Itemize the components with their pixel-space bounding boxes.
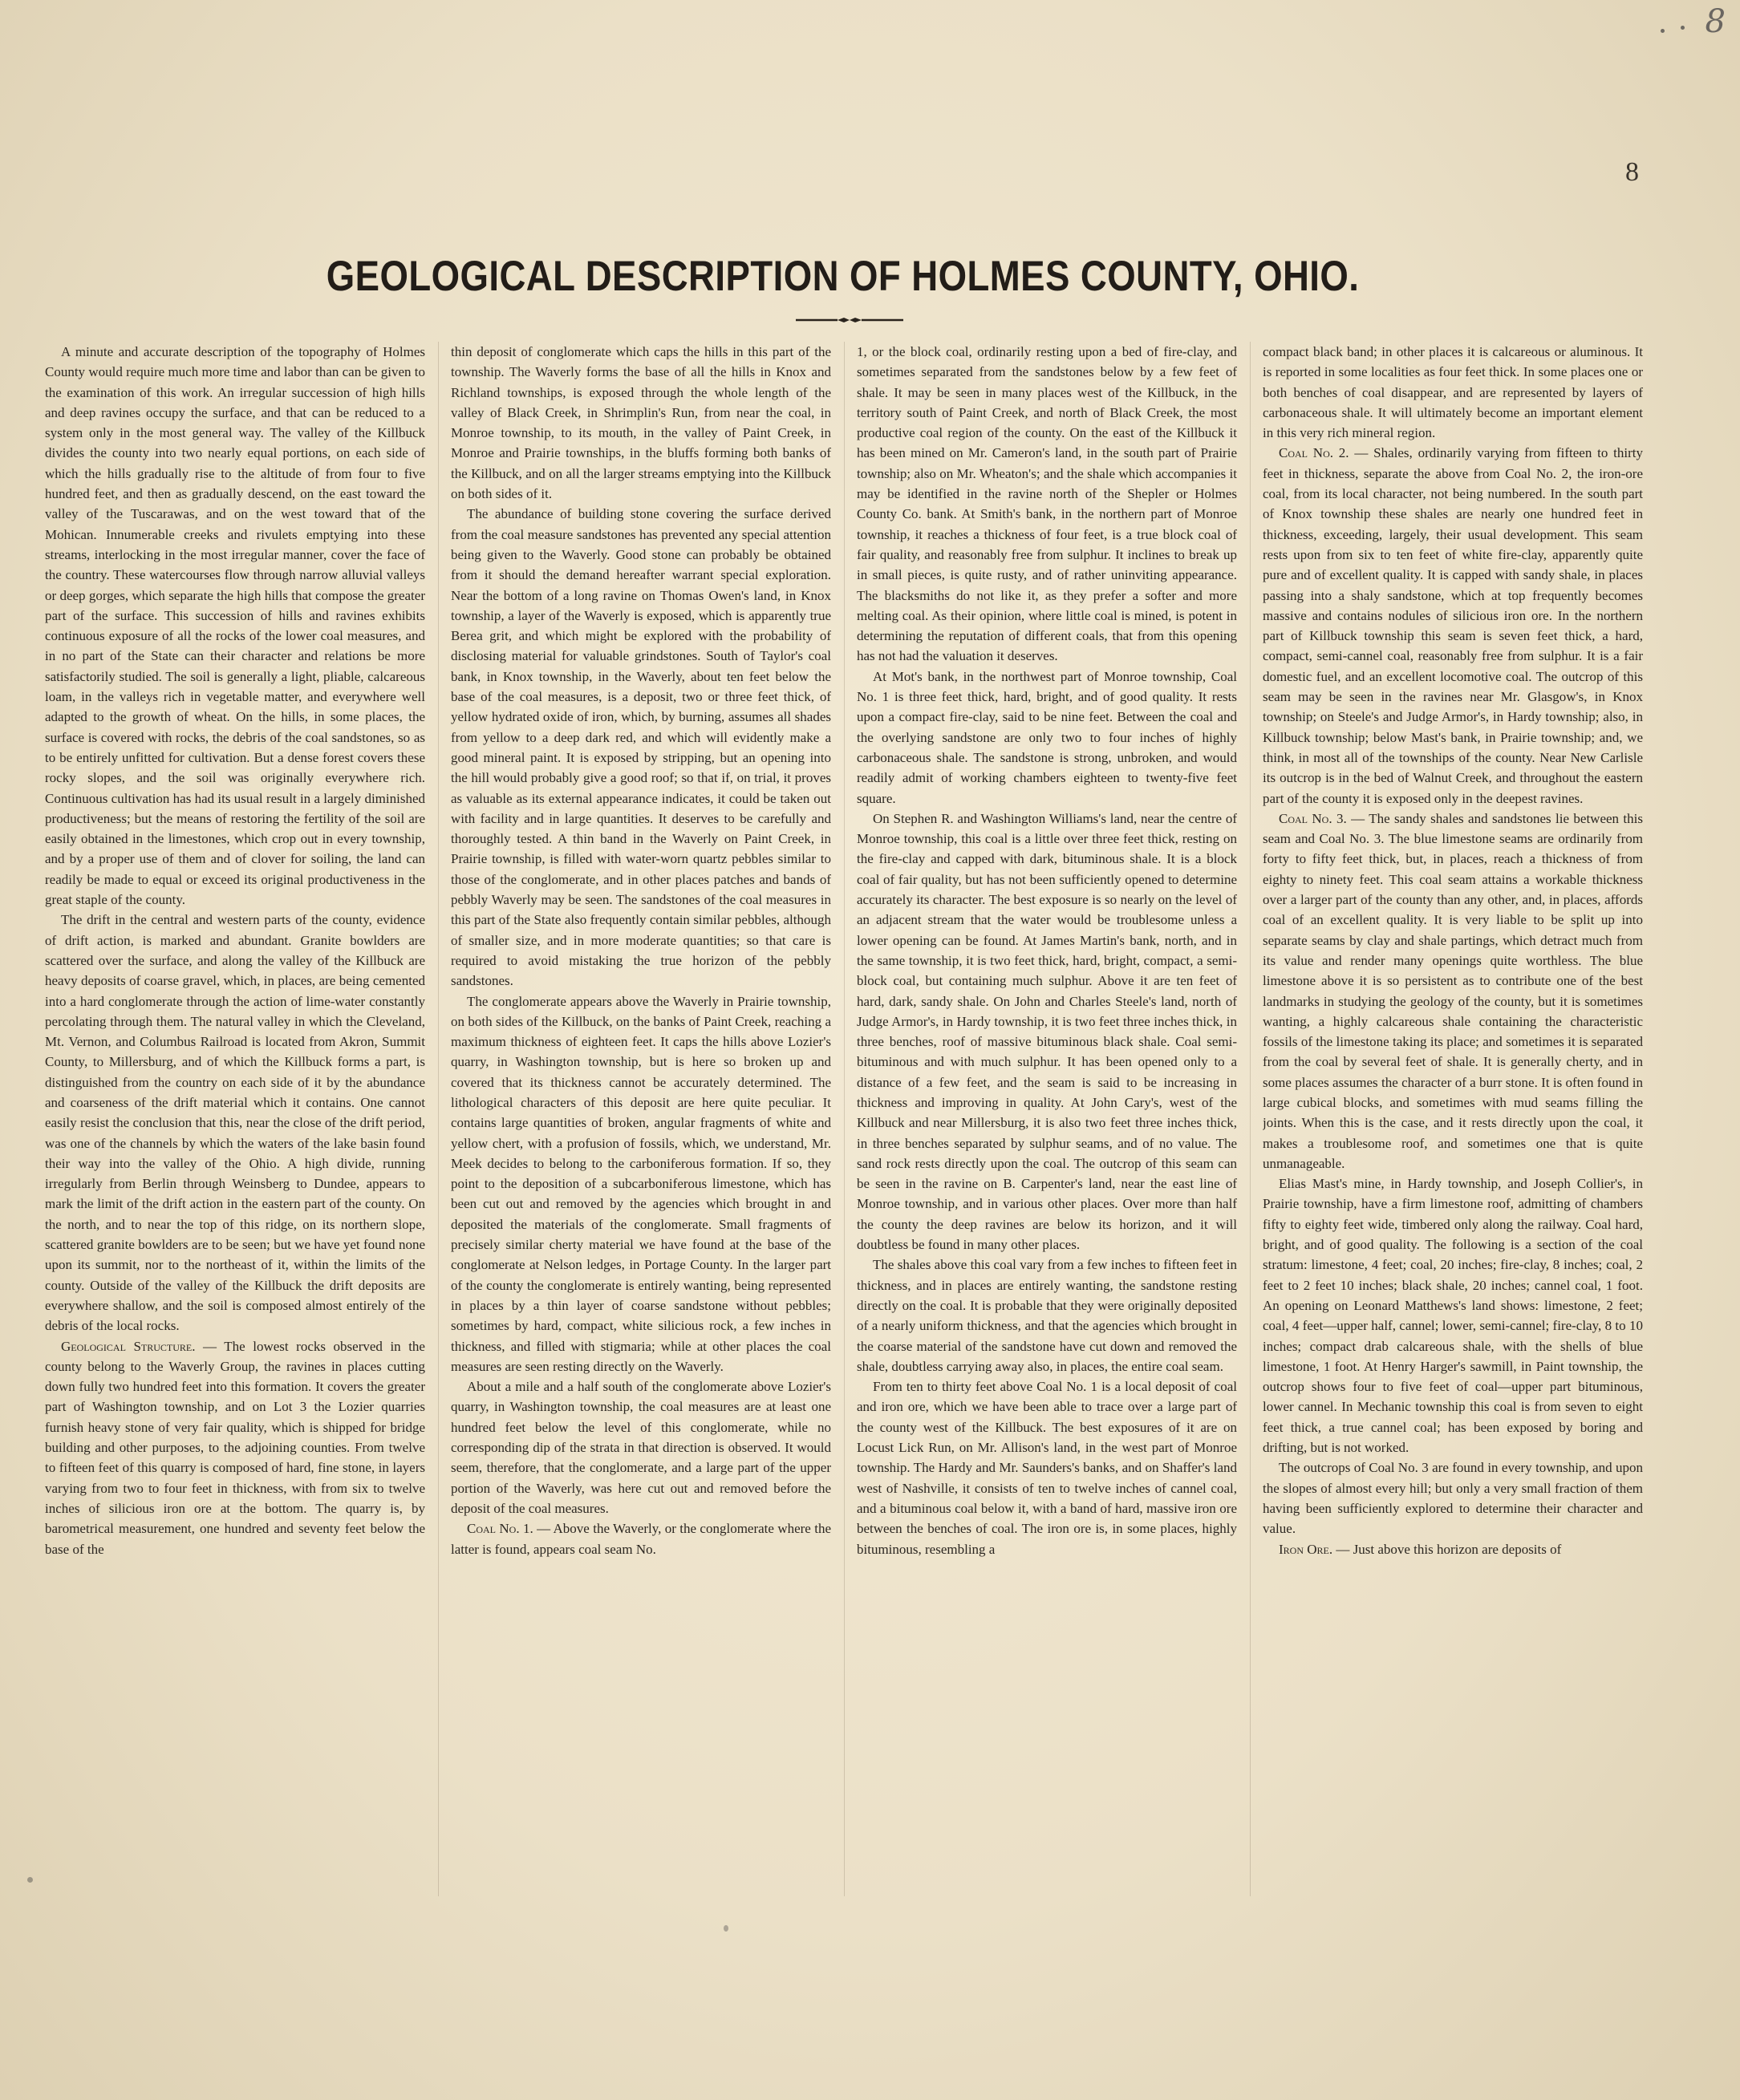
text-column-4 [1263,342,1643,1896]
text-column-2 [451,342,831,1896]
paragraph [451,504,831,991]
speck-dot [1681,26,1685,30]
paragraph [857,1255,1237,1376]
paragraph-text: — The sandy shales and sandstones lie between this seam and Coal No. 3. The blue limestone seams are ordinarily from forty to fifty feet thick, but, in places, reach a thickness of from eighty to ninety feet. This coal seam attains a workable thickness over a larger part of the county than any other, and, in places, affords coal of an excellent quality. It is very liable to be split up into separate seams by clay and shale partings, which detract much from its value and render many openings quite worthless. The blue limestone above it is so persistent as to contribute one of the best landmarks in studying the geology of the county, but it is sometimes wanting, a highly calcareous shale containing the characteristic fossils of the limestone taking its place; and sometimes it is separated from the coal by several feet of shale. It is generally cherty, and in some places assumes the character of a burr stone. It is often found in large cubical blocks, and sometimes with mud seams filling the joints. When this is the case, and it rests directly upon the coal, it makes a troublesome roof, and sometimes one that is quite unmanageable. [1263,810,1643,1171]
paragraph-text: — The lowest rocks observed in the county belong to the Waverly Group, the ravines in places cutting down fully two hundred feet into this formation. It covers the greater part of Washington township, and on Lot 3 the Lozier quarries furnish heavy stone of very fair quality, which is shipped for bridge building and other purposes, to the adjoining counties. From twelve to fifteen feet of this quarry is composed of hard, fine stone, in layers varying from two to four feet in thickness, with from six to twelve inches of silicious iron ore at the bottom. The quarry is, by barometrical measurement, one hundred and seventy feet below the base of the [45,1338,425,1557]
paragraph [857,1376,1237,1559]
paragraph [857,667,1237,809]
section-heading: Geological Structure. [61,1338,196,1354]
speck-dot [1661,29,1665,33]
speck-dot [27,1877,33,1883]
speck-dot [724,1925,728,1932]
paragraph-text: compact black band; in other places it is calcareous or aluminous. It is reported in some localities as four feet thick. In some places one or both benches of coal disappear, and are represented by layers of carbonaceous shale. It will ultimately become an important element in this very rich mineral region. [1263,344,1643,441]
corner-pencil-mark: 8 [1705,3,1726,40]
paragraph-text: — Just above this horizon are deposits of [1332,1541,1562,1557]
paragraph-text: The drift in the central and western parts of the county, evidence of drift action, is marked and abundant. Granite bowlders are scattered over the surface, and along the valley of the Killbuck are heavy deposits of coarse gravel, which, in places, are being cemented into a hard conglomerate through the action of lime-water constantly percolating through them. The natural valley in which the Cleveland, Mt. Vernon, and Columbus Railroad is located from Akron, Summit County, to Millersburg, and of which the Killbuck forms a part, is distinguished from the country on each side of it by the abundance and coarseness of the drift material which it contains. One cannot easily resist the conclusion that this, near the close of the drift period, was one of the channels by which the waters of the lake basin found their way into the valley of the Ohio. A high divide, running irregularly from Berlin through Weinsberg to Dundee, appears to mark the limit of the drift action in the eastern part of the county. On the north, and to near the top of this ridge, on its northern slope, scattered granite bowlders are to be seen; but we have yet found none upon its summit, nor to the northeast of it, within the limits of the county. Outside of the valley of the Killbuck the drift deposits are everywhere shallow, and the soil is composed almost entirely of the debris of the local rocks. [45,912,425,1334]
paragraph-text: thin deposit of conglomerate which caps the hills in this part of the township. The Waverly forms the base of all the hills in Knox and Richland townships, is exposed through the whole length of the valley of Black Creek, in Shrimplin's Run, from near the coal, in Monroe township, to its mouth, in the valley of Paint Creek, in Monroe and Prairie townships, in the bluffs forming both banks of the Killbuck, and on all the larger streams emptying into the Killbuck on both sides of it. [451,344,831,502]
text-column-1 [45,342,425,1896]
article-body [45,342,1643,1896]
paragraph-text: About a mile and a half south of the conglomerate above Lozier's quarry, in Washington township, the coal measures are at least one hundred feet below the level of this conglomerate, while no corresponding dip of the strata in that direction is observed. It would seem, therefore, that the conglomerate, and a large part of the upper portion of the Waverly, was here cut out and removed before the deposit of the coal measures. [451,1379,831,1516]
paragraph-text: — Shales, ordinarily varying from fifteen to thirty feet in thickness, separate the above from Coal No. 2, the iron-ore coal, from its local character, not being numbered. In the south part of Knox township these shales are nearly one hundred feet in thickness, exceeding, largely, their usual development. This seam rests upon from six to ten feet of white fire-clay, apparently quite pure and of excellent quality. It is capped with sandy shale, in places passing into a shaly sandstone, which at top frequently becomes massive and contains nodules of silicious iron ore. In the northern part of Killbuck township this seam is seven feet thick, a hard, compact, semi-cannel coal, reasonably free from sulphur. It is a fair domestic fuel, and an excellent locomotive coal. The outcrop of this seam may be seen in the ravines near Mr. Glasgow's, in Knox township; on Steele's and Judge Armor's, in Hardy township; also, in Killbuck township; below Mast's bank, in Prairie township; and, we think, in most all of the townships of the county. Near New Carlisle its outcrop is in the bed of Walnut Creek, and throughout the eastern part of the county it is exposed only in the deepest ravines. [1263,445,1643,806]
paragraph [451,342,831,504]
paragraph-text: The outcrops of Coal No. 3 are found in every township, and upon the slopes of almost every hill; but only a very small fraction of them having been sufficiently explored to determine their character and value. [1263,1460,1643,1537]
page-number: 8 [1625,157,1639,187]
column-divider [438,342,439,1896]
section-heading: Coal No. 2. [1279,445,1349,461]
paragraph [1263,1174,1643,1457]
paragraph-text: The shales above this coal vary from a few inches to fifteen feet in thickness, and in places are entirely wanting, the sandstone resting directly on the coal. It is probable that they were originally deposited of a nearly uniform thickness, and that the agencies which brought in the coarse material of the sandstone have cut down and removed the shale, doubtless carrying away also, in places, the entire coal seam. [857,1257,1237,1374]
paragraph-text: — Above the Waverly, or the conglomerate where the latter is found, appears coal seam No. [451,1521,831,1557]
paragraph-text: 1, or the block coal, ordinarily resting upon a bed of fire-clay, and sometimes separated from the sandstones below by a few feet of shale. It may be seen in many places west of the Killbuck, in the territory south of Paint Creek, and north of Black Creek, the most productive coal region of the county. On the east of the Killbuck it has been mined on Mr. Cameron's land, in the south part of Prairie township; also on Mr. Wheaton's; and the shale which accompanies it may be identified in the ravine north of the Shepler or Holmes County Co. bank. At Smith's bank, in the northern part of Monroe township, it reaches a thickness of four feet, is a true block coal of fair quality, and reasonably free from sulphur. It inclines to break up in small pieces, is quite rusty, and of rather uninviting appearance. The blacksmiths do not like it, as they prefer a softer and more melting coal. As their opinion, where little coal is mined, is potent in determining the reputation of different coals, that from this opening has not had the valuation it deserves. [857,344,1237,664]
paragraph [451,1518,831,1559]
paragraph [45,910,425,1336]
paragraph-text: Elias Mast's mine, in Hardy township, and Joseph Collier's, in Prairie township, have a firm limestone roof, admitting of chambers fifty to eighty feet wide, timbered only along the railway. Coal hard, bright, and of good quality. The following is a section of the coal stratum: limestone, 4 feet; coal, 20 inches; fire-clay, 8 inches; coal, 2 feet to 2 feet 10 inches; black shale, 20 inches; cannel coal, 1 foot. An opening on Leonard Matthews's land shows: limestone, 2 feet; coal, 4 feet—upper half, cannel; lower, semi-cannel; fire-clay, 8 to 10 inches; compact drab calcareous shale, with the shells of blue limestone, 1 foot. At Henry Harger's sawmill, in Paint township, the outcrop shows four to five feet of coal—upper part bituminous, lower cannel. In Mechanic township this coal is from seven to eight feet thick, a true cannel coal; has been exposed by boring and drifting, but is not worked. [1263,1176,1643,1456]
paragraph-text: The conglomerate appears above the Waverly in Prairie township, on both sides of the Killbuck, on the banks of Paint Creek, reaching a maximum thickness of eighteen feet. It caps the hills above Lozier's quarry, in Washington township, but is here so broken up and covered that its thickness cannot be accurately determined. The lithological characters of this deposit are here quite peculiar. It contains large quantities of broken, angular fragments of white and yellow chert, with a profusion of fossils, which, we understand, Mr. Meek decides to belong to the carboniferous formation. If so, they point to the deposition of a subcarboniferous limestone, which has been cut out and removed by the agencies which brought in and deposited the materials of the conglomerate. Small fragments of precisely similar cherty material we have found at the base of the conglomerate at Nelson ledges, in Portage County. In the larger part of the county the conglomerate is entirely wanting, being represented in places by a thin layer of coarse sandstone without pebbles; sometimes by hard, compact, white silicious rock, a few inches in thickness, and filled with stigmaria; while at other places the coal measures are seen resting directly on the Waverly. [451,993,831,1374]
paragraph [857,809,1237,1255]
column-divider [1250,342,1251,1896]
paragraph [451,991,831,1377]
paragraph [857,342,1237,667]
paragraph-text: At Mot's bank, in the northwest part of Monroe township, Coal No. 1 is three feet thick, hard, bright, and of good quality. It rests upon a compact fire-clay, said to be nine feet. Between the coal and the overlying sandstone are only two to four inches of highly carbonaceous shale. The sandstone is strong, unbroken, and would readily admit of working chambers eighteen to twenty-five feet square. [857,668,1237,806]
section-heading: Coal No. 1. [467,1521,533,1537]
ornamental-rule [796,316,903,324]
paragraph [45,1336,425,1559]
paragraph [451,1376,831,1518]
section-heading: Coal No. 3. [1279,810,1347,826]
paragraph [1263,809,1643,1174]
paragraph [1263,342,1643,443]
paragraph [1263,1539,1643,1559]
paragraph [1263,1457,1643,1539]
paragraph-text: A minute and accurate description of the topography of Holmes County would require much more time and labor than can be given to the examination of this work. An irregular succession of high hills and deep ravines occupy the surface, and that can be reduced to a system only in the most general way. The valley of the Killbuck divides the county into two nearly equal portions, on each side of which the hills gradually rise to the altitude of from four to five hundred feet, and then as gradually descend, on the east toward the valley of the Tuscarawas, and on the west toward that of the Mohican. Innumerable creeks and rivulets emptying into these streams, interlocking in the most irregular manner, cover the face of the country. These watercourses flow through narrow alluvial valleys or deep gorges, which separate the high hills that compose the greater part of the surface. This succession of hills and ravines exhibits continuous exposure of all the rocks of the lower coal measures, and in no part of the State can their character and relations be more satisfactorily studied. The soil is generally a light, pliable, calcareous loam, in the valleys rich in vegetable matter, and everywhere well adapted to the growth of wheat. On the hills, in some places, the surface is covered with rocks, the debris of the coal sandstones, so as to be entirely unfitted for cultivation. But a dense forest covers these rocky slopes, and the soil was originally everywhere rich. Continuous cultivation has had its usual result in a largely diminished productiveness; but the means of restoring the fertility of the soil are easily obtained in the limestones, which crop out in every township, and by a proper use of them and of clover for soiling, the land can readily be made to equal or exceed its original productiveness in the great staple of the county. [45,344,425,908]
paragraph-text: From ten to thirty feet above Coal No. 1 is a local deposit of coal and iron ore, which we have been able to trace over a large part of the county west of the Killbuck. The best exposures of it are on Locust Lick Run, on Mr. Allison's land, in the west part of Monroe township. The Hardy and Mr. Saunders's banks, and on Shaffer's land west of Nashville, it consists of ten to twelve inches of cannel coal, and a bituminous coal below it, with a band of hard, massive iron ore between the benches of coal. The iron ore is, in some places, highly bituminous, resembling a [857,1379,1237,1557]
column-divider [844,342,845,1896]
text-column-3 [857,342,1237,1896]
page-title: GEOLOGICAL DESCRIPTION OF HOLMES COUNTY, OHIO. [326,253,1360,300]
section-heading: Iron Ore. [1279,1541,1333,1557]
paragraph-text: On Stephen R. and Washington Williams's land, near the centre of Monroe township, this coal is a little over three feet thick, resting on the fire-clay and capped with dark, bituminous shale. It is a block coal of fair quality, but has not been sufficiently opened to determine accurately its character. The best exposure is so nearly on the level of an adjacent stream that the water would be troublesome unless a lower opening can be found. At James Martin's bank, north, and in the same township, it is two feet thick, hard, bright, compact, a semi-block coal, but containing much sulphur. Above it are ten feet of hard, dark, sandy shale. On John and Charles Steele's land, north of Judge Armor's, in Hardy township, it is two feet three inches thick, in three benches, roof of massive bituminous black shale. Coal semi-bituminous and with much sulphur. It has been opened only to a distance of a few feet, and the seam is said to be increasing in thickness and improving in quality. At John Cary's, west of the Killbuck and near Millersburg, it is also two feet three inches thick, in three benches separated by sulphur seams, and of no value. The sand rock rests directly upon the coal. The outcrop of this seam can be seen in the ravine on B. Carpenter's land, near the east line of Monroe township, and in various other places. Over more than half the county the deep ravines are below its horizon, and it will doubtless be found in many other places. [857,810,1237,1253]
paragraph-text: The abundance of building stone covering the surface derived from the coal measure sandstones has prevented any special attention being given to the Waverly. Good stone can probably be obtained from it should the demand hereafter warrant special exploration. Near the bottom of a long ravine on Thomas Owen's land, in Knox township, a layer of the Waverly is exposed, which is apparently true Berea grit, and which might be explored with the probability of disclosing material for valuable grindstones. South of Taylor's coal bank, in Knox township, in the Waverly, about ten feet below the base of the coal measures, is a deposit, two or three feet thick, of yellow hydrated oxide of iron, which, by burning, assumes all shades from yellow to a deep dark red, and which will evidently make a good mineral paint. It is exposed by stripping, but an opening into the hill would probably give a good roof; so that if, on trial, it proves as valuable as its external appearance indicates, it could be taken out with facility and in large quantities. It deserves to be carefully and thoroughly tested. A thin band in the Waverly on Paint Creek, in Prairie township, is filled with water-worn quartz pebbles similar to those of the conglomerate, and in other places patches and bands of pebbly Waverly may be seen. The sandstones of the coal measures in this part of the State also frequently contain similar pebbles, although of smaller size, and in more moderate quantities; so that care is required to avoid mistaking the true horizon of the pebbly sandstones. [451,506,831,989]
paragraph [1263,443,1643,808]
paragraph [45,342,425,910]
